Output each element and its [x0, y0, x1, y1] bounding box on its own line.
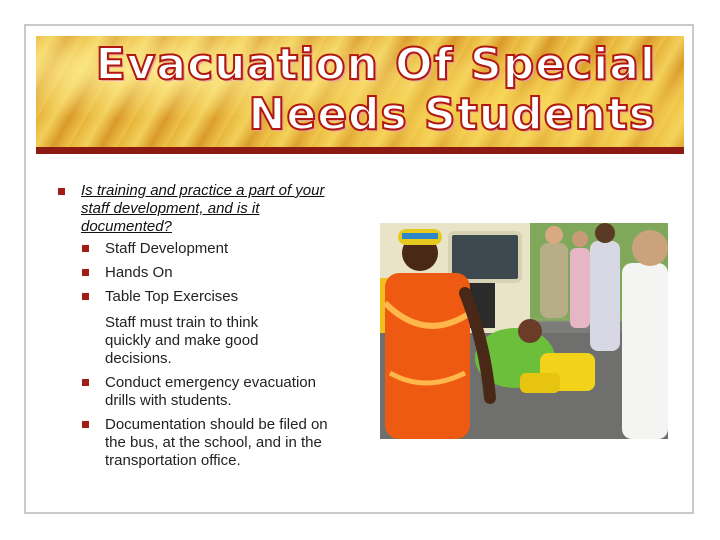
- sub-list-2: [58, 374, 358, 470]
- question-text: Is training and practice a part of your staff development, and is it documented?: [81, 182, 325, 235]
- sub-item-text: Documentation should be filed on the bus, at the school, and in the transportation office.: [105, 416, 328, 469]
- sub-item-text: Staff Development: [105, 240, 229, 257]
- bullet-list: [58, 182, 358, 470]
- photo-illustration: [380, 223, 668, 439]
- sub-item-text: Conduct emergency evacuation drills with students.: [105, 374, 316, 409]
- paragraph-text: Staff must train to think quickly and make good decisions.: [105, 314, 259, 367]
- square-bullet-icon: [82, 379, 89, 386]
- square-bullet-icon: [82, 269, 89, 276]
- sub-item-text: Table Top Exercises: [105, 288, 239, 305]
- title-line-2: Needs Students: [248, 89, 656, 140]
- sub-item-documentation: [105, 416, 345, 470]
- sub-item-table-top: [105, 288, 345, 312]
- sub-item-hands-on: [105, 264, 345, 288]
- title-line-1: Evacuation Of Special: [95, 39, 656, 90]
- sub-list-1: [58, 240, 358, 312]
- square-bullet-icon: [82, 421, 89, 428]
- sub-item-drills: [105, 374, 345, 410]
- evacuation-drill-photo: [380, 223, 668, 439]
- question-bullet: [58, 182, 358, 236]
- square-bullet-icon: [58, 188, 65, 195]
- square-bullet-icon: [82, 293, 89, 300]
- title-banner: [36, 36, 684, 154]
- sub-item-staff-development: [105, 240, 345, 264]
- sub-item-text: Hands On: [105, 264, 173, 281]
- square-bullet-icon: [82, 245, 89, 252]
- slide-title: [56, 40, 656, 140]
